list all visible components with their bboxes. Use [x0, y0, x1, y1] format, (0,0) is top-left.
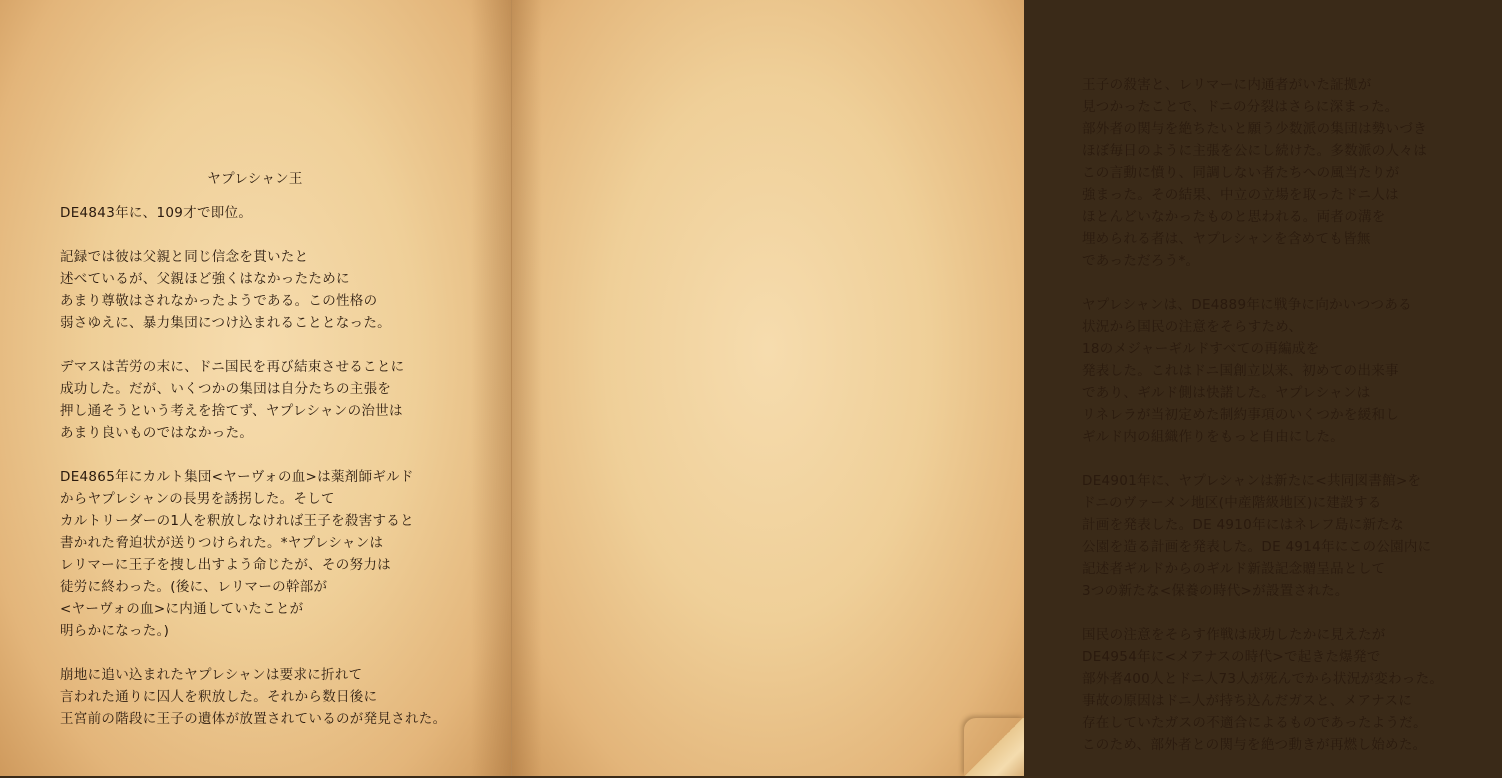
paragraph — [60, 466, 480, 642]
text-line: 崩地に追い込まれたヤプレシャンは要求に折れて — [60, 667, 363, 683]
text-line: 18のメジャーギルドすべての再編成を — [1082, 341, 1320, 357]
paragraph — [1082, 624, 1502, 756]
text-line: 強まった。その結果、中立の立場を取ったドニ人は — [1082, 187, 1399, 203]
text-line: 国民の注意をそらす作戦は成功したかに見えたが — [1082, 627, 1386, 643]
text-line: ギルド内の組織作りをもっと自由にした。 — [1082, 429, 1345, 445]
text-line: この言動に憤り、同調しない者たちへの風当たりが — [1082, 165, 1400, 181]
paragraph — [1082, 294, 1502, 448]
text-line: 弱さゆえに、暴力集団につけ込まれることとなった。 — [60, 315, 391, 331]
text-line: レリマーに王子を捜し出すよう命じたが、その努力は — [60, 557, 391, 573]
page-curl-corner[interactable] — [964, 718, 1024, 776]
text-line: 王子の殺害と、レリマーに内通者がいた証拠が — [1082, 77, 1372, 93]
right-page-text — [1082, 74, 1502, 778]
text-line: 存在していたガスの不適合によるものであったようだ。 — [1082, 715, 1427, 731]
text-line: 見つかったことで、ドニの分裂はさらに深まった。 — [1082, 99, 1399, 115]
left-page — [0, 0, 512, 776]
chapter-title: ヤプレシャン王 — [207, 171, 303, 187]
text-line: ほぼ毎日のように主張を公にし続けた。多数派の人々は — [1082, 143, 1427, 159]
text-line: 王宮前の階段に王子の遺体が放置されているのが発見された。 — [60, 711, 447, 727]
text-line: 徒労に終わった。(後に、レリマーの幹部が — [60, 579, 328, 595]
text-line: DE4901年に、ヤプレシャンは新たに<共同図書館>を — [1082, 473, 1422, 489]
text-line: 状況から国民の注意をそらすため、 — [1082, 319, 1303, 335]
text-line: 書かれた脅迫状が送りつけられた。*ヤプレシャンは — [60, 535, 384, 551]
paragraph — [60, 246, 480, 334]
text-line: 事故の原因はドニ人が持ち込んだガスと、メアナスに — [1082, 693, 1413, 709]
text-line: 述べているが、父親ほど強くはなかったために — [60, 271, 350, 287]
text-line: デマスは苦労の末に、ドニ国民を再び結束させることに — [60, 359, 405, 375]
text-line: ヤプレシャンは、DE4889年に戦争に向かいつつある — [1082, 297, 1412, 313]
text-line: 3つの新たな<保養の時代>が設置された。 — [1082, 583, 1349, 599]
text-line: 発表した。これはドニ国創立以来、初めての出来事 — [1082, 363, 1399, 379]
text-line: 計画を発表した。DE 4910年にはネレフ島に新たな — [1082, 517, 1404, 533]
text-line: 記録では彼は父親と同じ信念を貫いたと — [60, 249, 309, 265]
text-line: ドニのヴァーメン地区(中産階級地区)に建設する — [1082, 495, 1382, 511]
text-line: 押し通そうという考えを捨てず、ヤプレシャンの治世は — [60, 403, 403, 419]
text-line: 記述者ギルドからのギルド新設記念贈呈品として — [1082, 561, 1386, 577]
text-line: <ヤーヴォの血>に内通していたことが — [60, 601, 304, 617]
paragraph — [60, 664, 480, 730]
text-line: あまり尊敬はされなかったようである。この性格の — [60, 293, 378, 309]
text-line: カルトリーダーの1人を釈放しなければ王子を殺害すると — [60, 513, 414, 529]
paragraph — [1082, 74, 1502, 272]
paragraph — [60, 356, 480, 444]
text-line: 公園を造る計画を発表した。DE 4914年にこの公園内に — [1082, 539, 1432, 555]
text-line: 部外者の関与を絶ちたいと願う少数派の集団は勢いづき — [1082, 121, 1427, 137]
text-line: このため、部外者との関与を絶つ動きが再燃し始めた。 — [1082, 737, 1427, 753]
left-page-text — [60, 168, 480, 752]
paragraph — [1082, 470, 1502, 602]
paragraph — [60, 202, 480, 224]
right-page — [512, 0, 1444, 776]
text-line: からヤプレシャンの長男を誘拐した。そして — [60, 491, 335, 507]
text-line: DE4843年に、109才で即位。 — [60, 205, 253, 221]
text-line: DE4954年に<メアナスの時代>で起きた爆発で — [1082, 649, 1381, 665]
text-line: であり、ギルド側は快諾した。ヤプレシャンは — [1082, 385, 1371, 401]
text-line: 埋められる者は、ヤプレシャンを含めても皆無 — [1082, 231, 1371, 247]
text-line: リネレラが当初定めた制約事項のいくつかを緩和し — [1082, 407, 1400, 423]
text-line: 明らかになった。) — [60, 623, 170, 639]
text-line: 言われた通りに囚人を釈放した。それから数日後に — [60, 689, 378, 705]
text-line: 部外者400人とドニ人73人が死んでから状況が変わった。 — [1082, 671, 1444, 687]
text-line: ほとんどいなかったものと思われる。両者の溝を — [1082, 209, 1386, 225]
text-line: 成功した。だが、いくつかの集団は自分たちの主張を — [60, 381, 392, 397]
text-line: であっただろう*。 — [1082, 253, 1200, 269]
text-line: あまり良いものではなかった。 — [60, 425, 254, 441]
text-line: DE4865年にカルト集団<ヤーヴォの血>は薬剤師ギルド — [60, 469, 414, 485]
